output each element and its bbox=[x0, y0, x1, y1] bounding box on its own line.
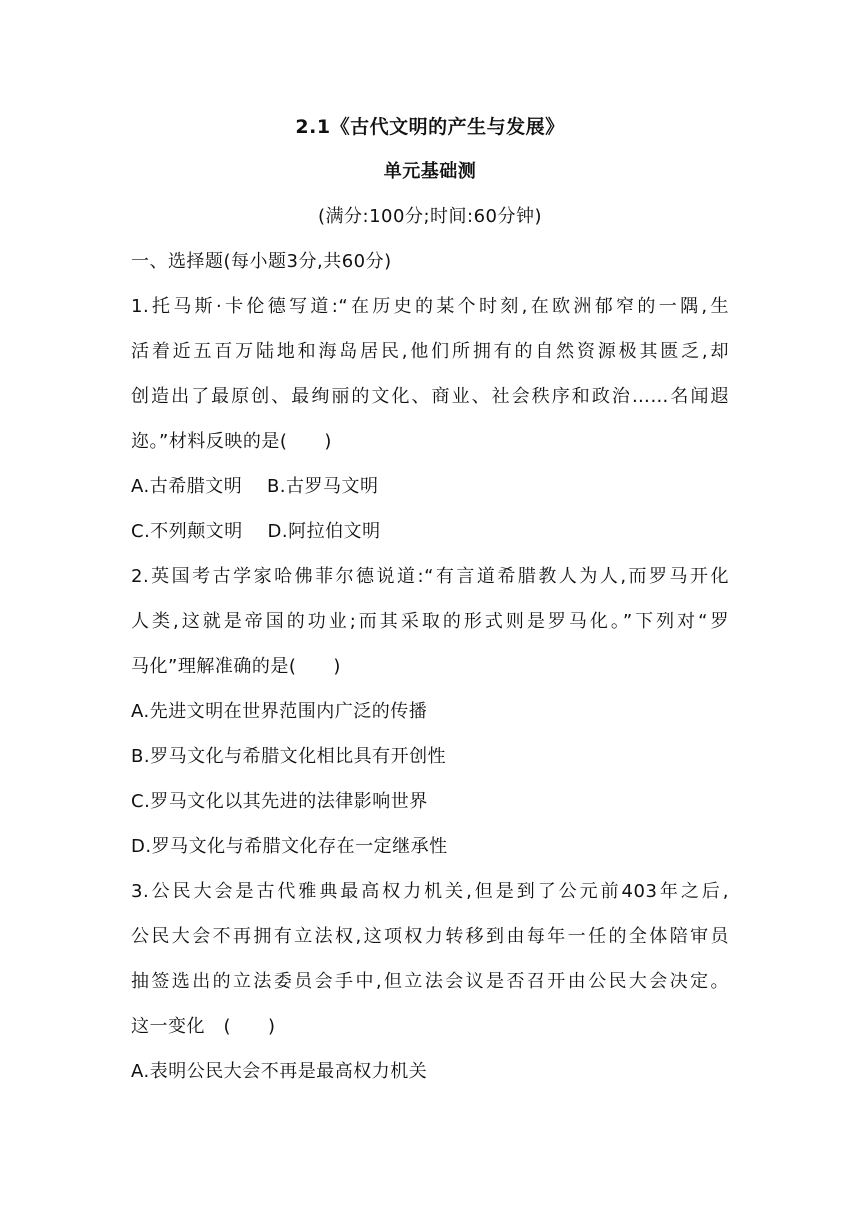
question-1-stem-line-3: 创造出了最原创、最绚丽的文化、商业、社会秩序和政治……名闻遐 bbox=[131, 386, 729, 407]
question-3-stem-line-1: 3.公民大会是古代雅典最高权力机关,但是到了公元前403年之后, bbox=[131, 881, 729, 902]
exam-meta: (满分:100分;时间:60分钟) bbox=[318, 206, 542, 227]
question-2-option-b: B.罗马文化与希腊文化相比具有开创性 bbox=[131, 746, 447, 767]
question-3-stem-line-3: 抽签选出的立法委员会手中,但立法会议是否召开由公民大会决定。 bbox=[131, 971, 729, 992]
question-3-stem-line-4: 这一变化 ( ) bbox=[131, 1016, 276, 1037]
question-1-options-cd: C.不列颠文明 D.阿拉伯文明 bbox=[131, 521, 381, 542]
question-3-option-a: A.表明公民大会不再是最高权力机关 bbox=[131, 1061, 428, 1082]
question-2-stem-line-1: 2.英国考古学家哈佛菲尔德说道:“有言道希腊教人为人,而罗马开化 bbox=[131, 566, 729, 587]
question-1-stem-line-4: 迩。”材料反映的是( ) bbox=[131, 431, 332, 452]
question-2-stem-line-3: 马化”理解准确的是( ) bbox=[131, 656, 341, 677]
document-subtitle: 单元基础测 bbox=[383, 161, 477, 182]
question-2-stem-line-2: 人类,这就是帝国的功业;而其采取的形式则是罗马化。”下列对“罗 bbox=[131, 611, 729, 632]
section-heading: 一、选择题(每小题3分,共60分) bbox=[131, 251, 392, 272]
question-2-option-a: A.先进文明在世界范围内广泛的传播 bbox=[131, 701, 428, 722]
question-2-option-d: D.罗马文化与希腊文化存在一定继承性 bbox=[131, 836, 448, 857]
document-title: 2.1《古代文明的产生与发展》 bbox=[295, 116, 565, 138]
question-3-stem-line-2: 公民大会不再拥有立法权,这项权力转移到由每年一任的全体陪审员 bbox=[131, 926, 729, 947]
question-1-stem-line-2: 活着近五百万陆地和海岛居民,他们所拥有的自然资源极其匮乏,却 bbox=[131, 341, 729, 362]
question-2-option-c: C.罗马文化以其先进的法律影响世界 bbox=[131, 791, 428, 812]
question-1-options-ab: A.古希腊文明 B.古罗马文明 bbox=[131, 476, 379, 497]
question-1-stem-line-1: 1.托马斯·卡伦德写道:“在历史的某个时刻,在欧洲郁窄的一隅,生 bbox=[131, 296, 729, 317]
